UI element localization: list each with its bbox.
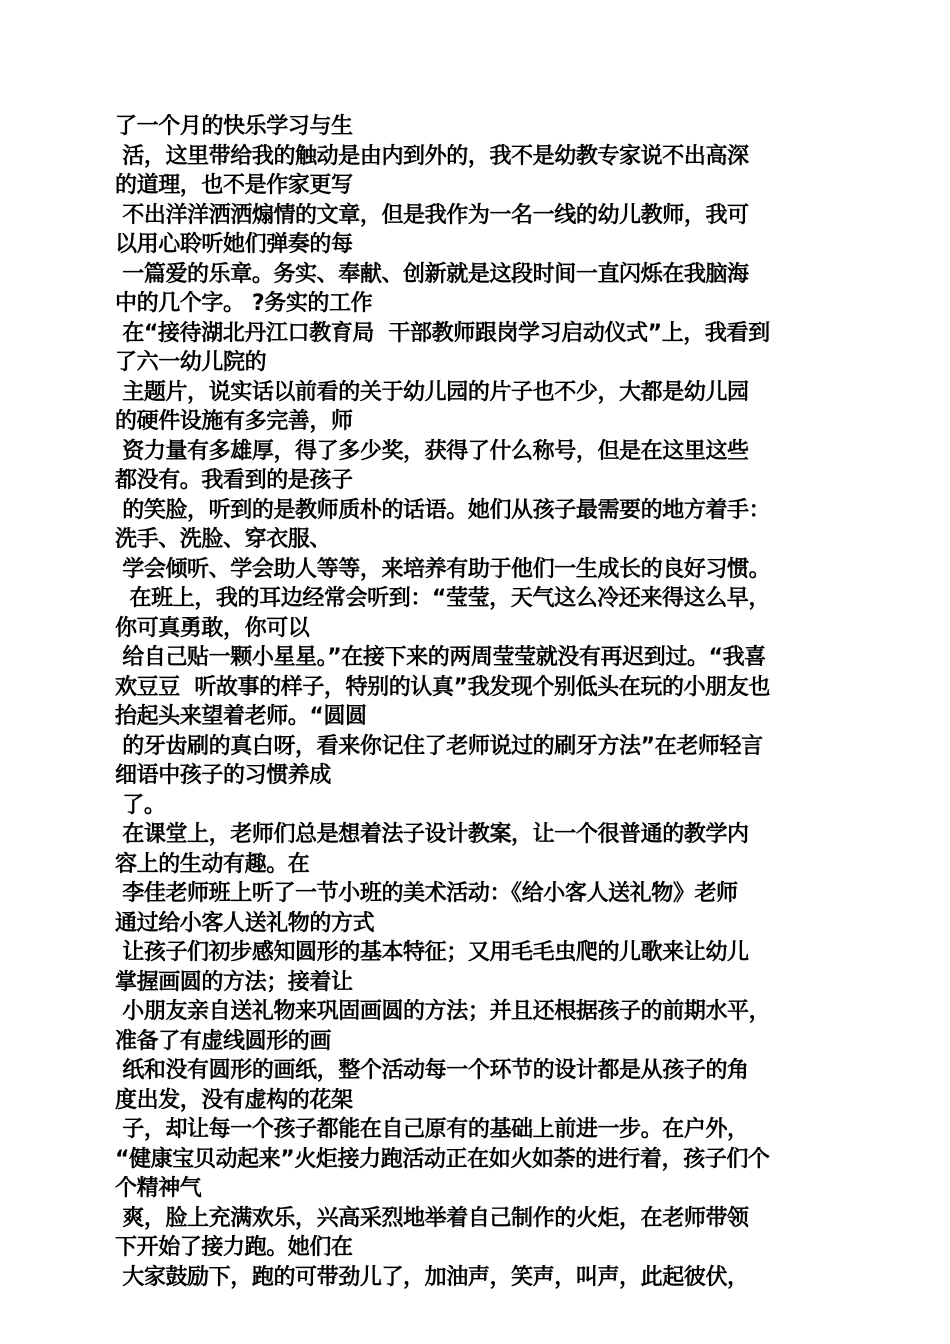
text-line: 让孩子们初步感知圆形的基本特征；又用毛毛虫爬的儿歌来让幼儿 (115, 940, 749, 965)
document-body (115, 112, 835, 1292)
text-line: 资力量有多雄厚，得了多少奖，获得了什么称号，但是在这里这些 (115, 438, 749, 464)
text-line: 李佳老师班上听了一节小班的美术活动：《给小客人送礼物》老师 (115, 881, 738, 906)
text-line: 了一个月的快乐学习与生 (115, 114, 353, 139)
text-line: 度出发，没有虚构的花架 (115, 1087, 353, 1113)
text-line: 中的几个字。 ?务实的工作 (115, 291, 373, 316)
text-line: 学会倾听、学会助人等等，来培养有助于他们一生成长的良好习惯。 (115, 556, 771, 582)
text-line: 爽，脸上充满欢乐，兴高采烈地举着自己制作的火炬，在老师带领 (115, 1205, 749, 1231)
text-line: 的硬件设施有多完善，师 (115, 409, 353, 434)
text-line: “健康宝贝动起来”火炬接力跑活动正在如火如荼的进行着，孩子们个 (115, 1146, 770, 1172)
text-line: 的道理，也不是作家更写 (115, 173, 353, 198)
text-line: 抬起头来望着老师。“圆圆 (115, 704, 367, 729)
text-line: 了。 (115, 792, 166, 818)
text-line: 下开始了接力跑。她们在 (115, 1235, 353, 1260)
text-line: 在班上，我的耳边经常会听到：“莹莹，天气这么冷还来得这么早， (115, 586, 770, 611)
text-line: 个精神气 (115, 1176, 202, 1201)
text-line: 不出洋洋洒洒煽情的文章，但是我作为一名一线的幼儿教师，我可 (115, 202, 749, 228)
text-line: 洗手、洗脸、穿衣服、 (115, 527, 332, 552)
text-line: 以用心聆听她们弹奏的每 (115, 232, 353, 257)
text-line: 子，却让每一个孩子都能在自己原有的基础上前进一步。在户外， (115, 1117, 749, 1142)
text-line: 准备了有虚线圆形的画 (115, 1028, 332, 1054)
text-line: 的笑脸，听到的是教师质朴的话语。她们从孩子最需要的地方着手： (115, 497, 771, 523)
text-line: 在“接待湖北丹江口教育局 干部教师跟岗学习启动仪式”上，我看到 (115, 320, 770, 346)
text-line: 掌握画圆的方法；接着让 (115, 969, 353, 995)
text-line: 容上的生动有趣。在 (115, 851, 310, 877)
text-line: 欢豆豆 听故事的样子，特别的认真”我发现个别低头在玩的小朋友也 (115, 674, 770, 700)
text-line: 小朋友亲自送礼物来巩固画圆的方法；并且还根据孩子的前期水平， (115, 999, 771, 1024)
text-line: 大家鼓励下，跑的可带劲儿了，加油声，笑声，叫声，此起彼伏， (115, 1264, 749, 1290)
text-line: 主题片，说实话以前看的关于幼儿园的片子也不少，大都是幼儿园 (115, 379, 749, 405)
text-line: 都没有。我看到的是孩子 (115, 468, 353, 493)
text-line: 通过给小客人送礼物的方式 (115, 910, 375, 936)
text-line: 了六一幼儿院的 (115, 350, 267, 375)
text-line: 在课堂上，老师们总是想着法子设计教案，让一个很普通的教学内 (115, 822, 749, 847)
text-line: 一篇爱的乐章。务实、奉献、创新就是这段时间一直闪烁在我脑海 (115, 261, 749, 287)
text-line: 的牙齿刷的真白呀，看来你记住了老师说过的刷牙方法”在老师轻言 (115, 733, 763, 759)
text-line: 你可真勇敢，你可以 (115, 615, 310, 641)
text-line: 活，这里带给我的触动是由内到外的，我不是幼教专家说不出高深 (115, 143, 749, 169)
text-line: 纸和没有圆形的画纸，整个活动每一个环节的设计都是从孩子的角 (115, 1058, 749, 1083)
text-line: 给自己贴一颗小星星。”在接下来的两周莹莹就没有再迟到过。“我喜 (115, 645, 766, 670)
text-line: 细语中孩子的习惯养成 (115, 763, 332, 788)
